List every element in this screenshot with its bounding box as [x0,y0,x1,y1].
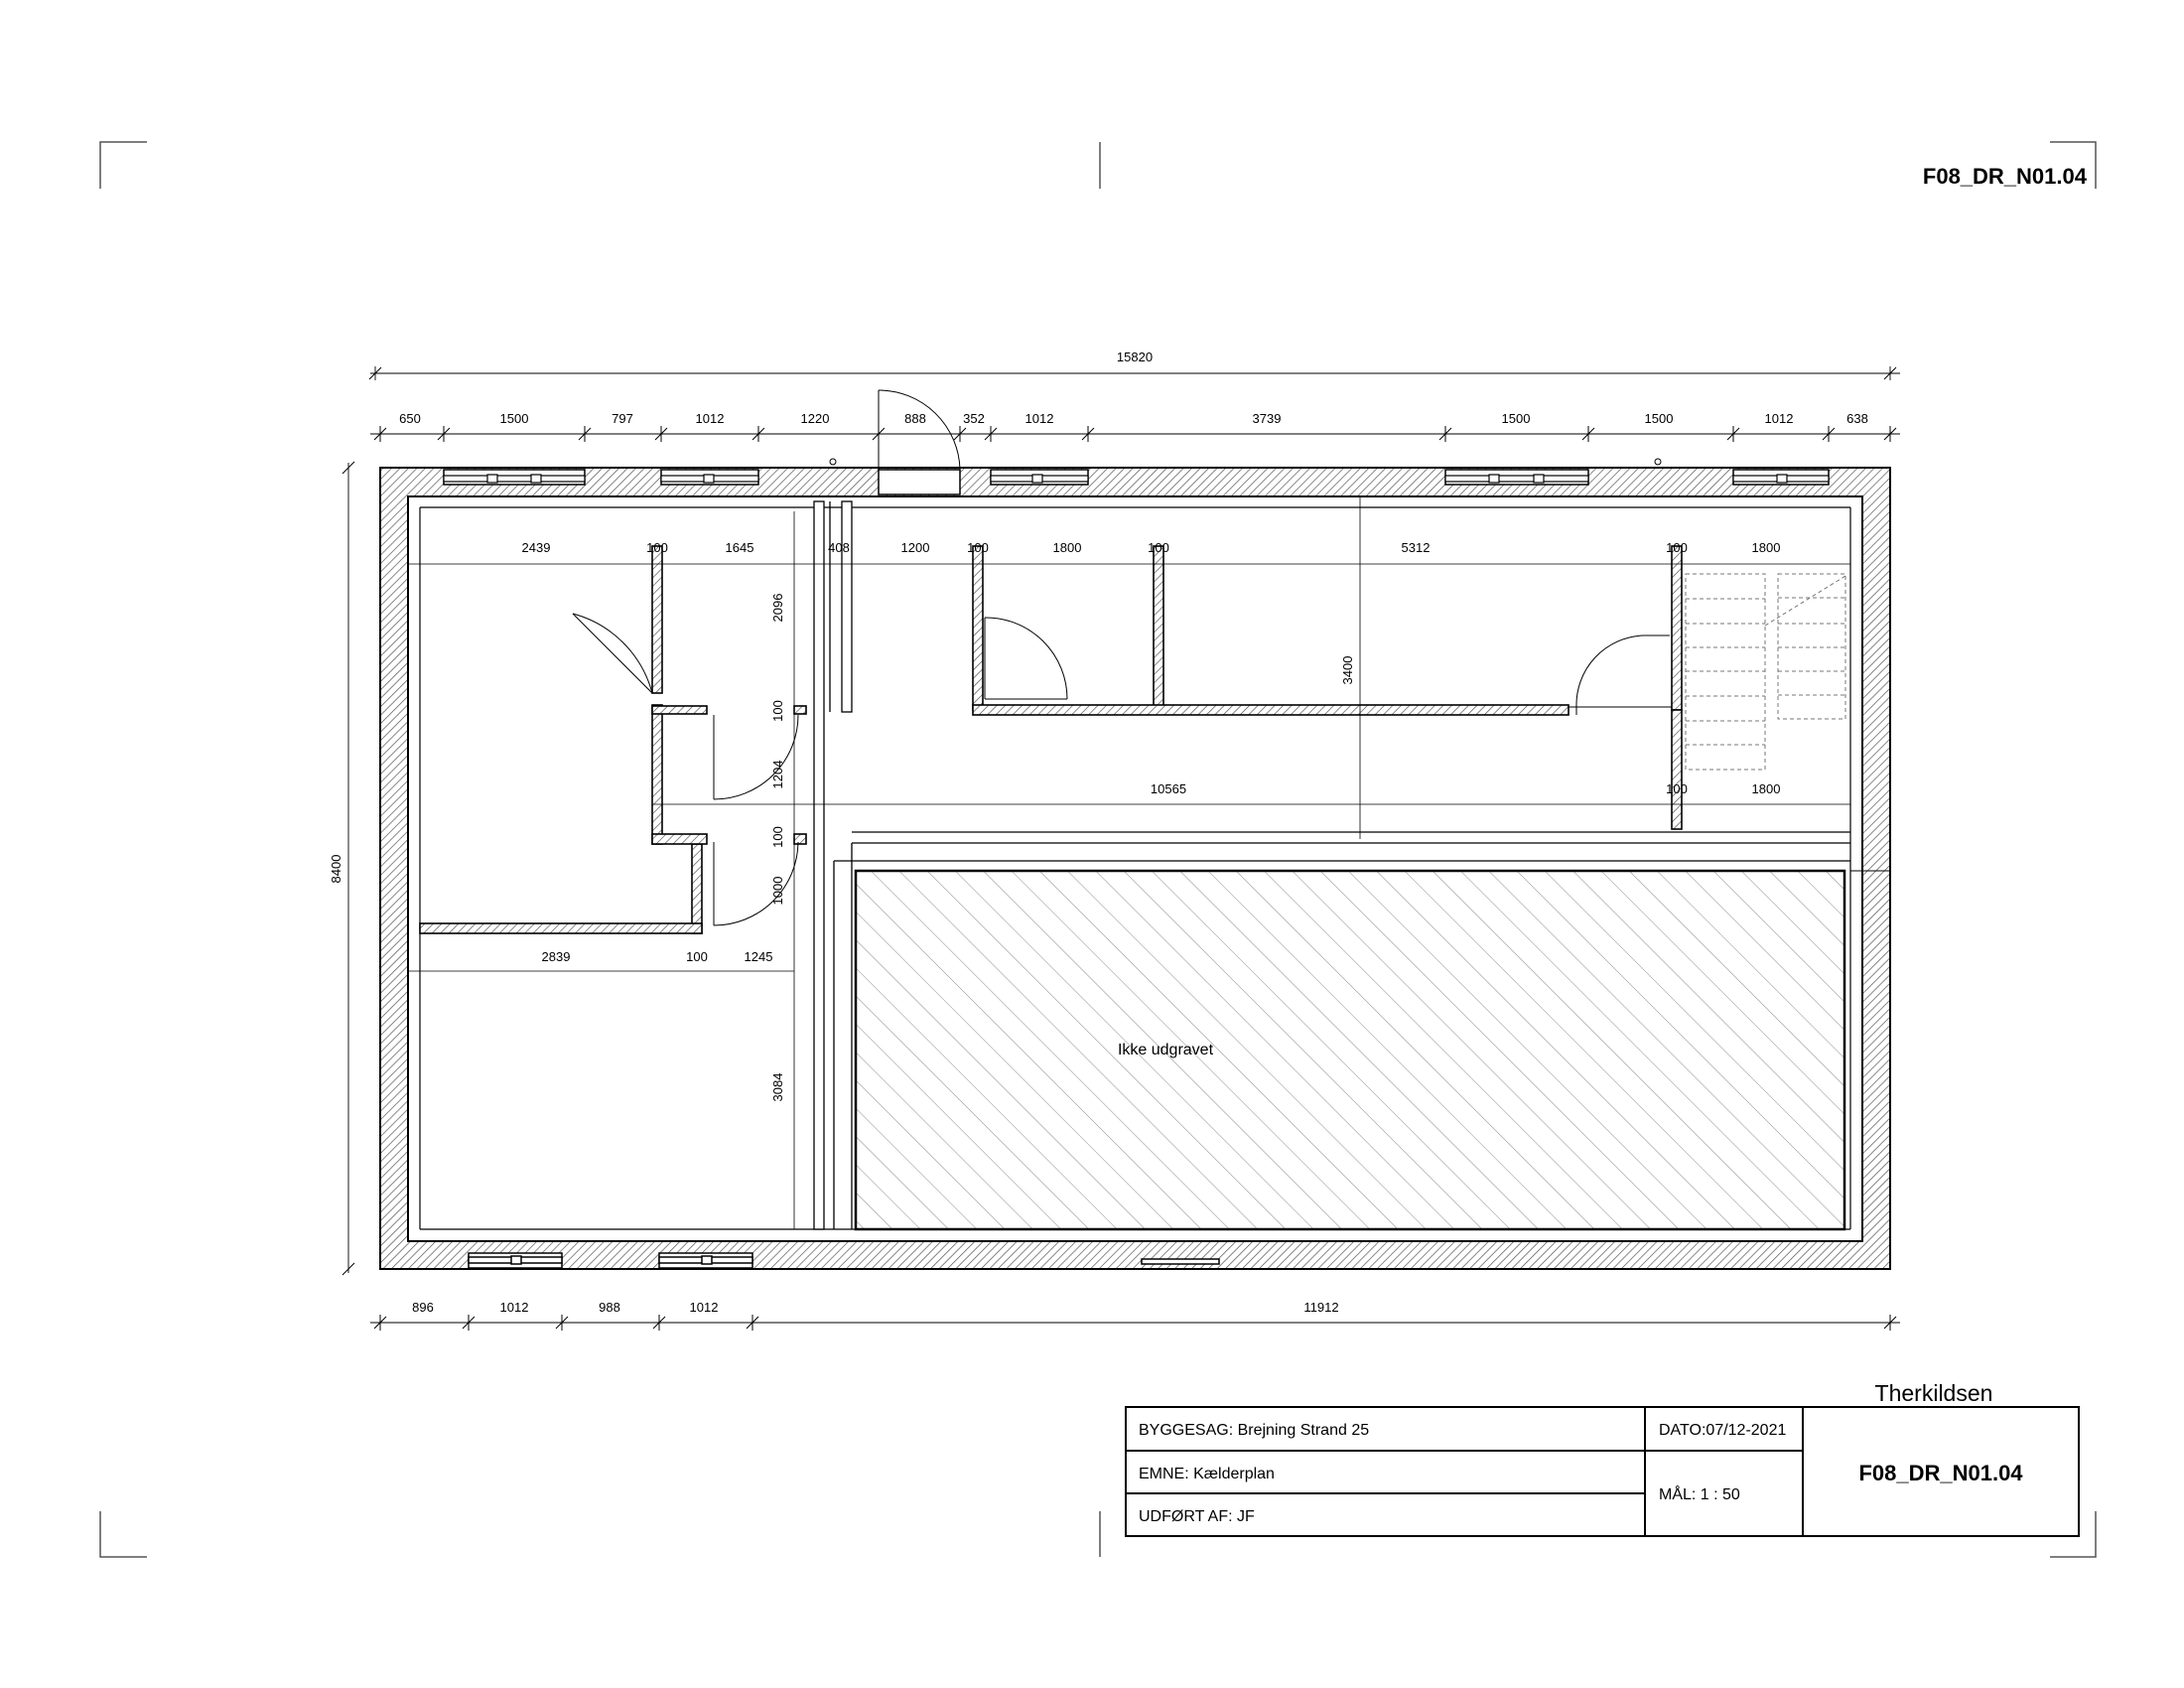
date-field: DATO:07/12-2021 [1659,1422,1787,1439]
dim-lower-1: 2839 [541,949,571,964]
dim-room-4: 1800 [1052,540,1082,555]
sheet-id-field: F08_DR_N01.04 [1858,1461,2023,1485]
dim-corridor: 10565 [1150,781,1187,796]
scale-field: MÅL: 1 : 50 [1659,1486,1740,1503]
dim-top-1: 650 [399,411,421,426]
not-excavated-area [856,871,1844,1229]
subject-field: EMNE: Kælderplan [1139,1466,1275,1482]
dim-corridor-room: 1800 [1751,781,1781,796]
dim-v-7: 3084 [770,1072,785,1102]
dim-wall-3: 100 [1148,540,1169,555]
bottom-chain-labels [412,1300,1338,1315]
dim-top-2: 1500 [499,411,529,426]
dim-lower-3: 1245 [744,949,773,964]
overall-dimension-left: 8400 [329,854,343,884]
sheet-number: F08_DR_N01.04 [1922,164,2087,189]
dim-top-5: 1220 [800,411,830,426]
dim-bottom-5: 11912 [1303,1300,1339,1315]
dim-bottom-1: 896 [412,1300,434,1315]
not-excavated-label: Ikke udgravet [1117,1042,1214,1058]
dim-corridor-wall: 100 [1666,781,1688,796]
dim-top-12: 1012 [1764,411,1794,426]
dim-wall-1: 100 [646,540,668,555]
dim-top-7: 352 [963,411,985,426]
drawn-by-field: UDFØRT AF: JF [1139,1508,1255,1525]
staircase [1686,574,1845,770]
dim-top-4: 1012 [695,411,725,426]
dim-v-4: 100 [770,826,785,848]
dim-wall-2: 100 [967,540,989,555]
dim-wall-4: 100 [1666,540,1688,555]
dim-room-6: 1800 [1751,540,1781,555]
top-chain-labels [399,411,1868,426]
dim-top-6: 888 [904,411,926,426]
inner-row-labels [522,540,1781,555]
basement-plan [380,390,1890,1269]
dim-bottom-3: 988 [599,1300,620,1315]
dim-room-2: 1645 [725,540,754,555]
dim-room-5: 5312 [1401,540,1431,555]
dim-bottom-4: 1012 [689,1300,719,1315]
dim-top-13: 638 [1846,411,1868,426]
dim-top-11: 1500 [1644,411,1674,426]
firm-name: Therkildsen [1874,1380,1993,1406]
dim-lower-2: 100 [686,949,708,964]
dim-v-6: 3400 [1340,655,1355,685]
dim-shaft: 408 [828,540,850,555]
dim-v-5: 1000 [770,876,785,906]
dim-top-10: 1500 [1501,411,1531,426]
dim-room-1: 2439 [521,540,551,555]
dim-top-8: 1012 [1024,411,1054,426]
dim-v-1: 2096 [770,593,785,623]
overall-dimension-top: 15820 [1116,350,1154,364]
project-field: BYGGESAG: Brejning Strand 25 [1139,1422,1370,1439]
dim-top-9: 3739 [1252,411,1282,426]
dim-v-2: 100 [770,700,785,722]
dim-v-3: 1204 [770,760,785,789]
dim-top-3: 797 [612,411,633,426]
dim-bottom-2: 1012 [499,1300,529,1315]
dim-room-3: 1200 [900,540,930,555]
